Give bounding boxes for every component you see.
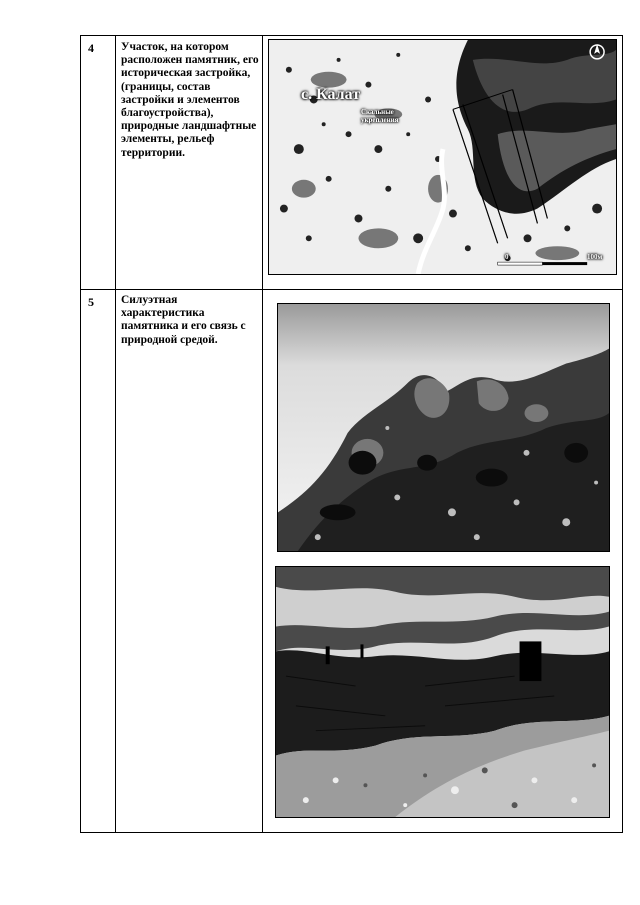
row-number-4: 4 — [88, 41, 94, 55]
row-description-5: Силуэтная характеристика памятника и его связь с природной средой. — [121, 294, 246, 346]
row-divider — [81, 289, 622, 290]
map-label-fortification: Скальные укрепления — [361, 108, 399, 124]
silhouette-photo-1 — [277, 303, 610, 552]
map-scale-zero: 0 — [505, 253, 509, 261]
column-divider-description — [262, 36, 263, 832]
silhouette-photo-2 — [275, 566, 610, 818]
map-scale-label: 100м — [587, 253, 603, 261]
map-label-village: с. Калат — [301, 86, 361, 103]
rocky-hill-photo-graphic — [278, 304, 609, 551]
site-map-image — [268, 39, 617, 275]
stone-ruins-photo-graphic — [276, 567, 609, 817]
site-map-graphic — [269, 40, 616, 274]
heritage-table — [80, 35, 623, 833]
row-description-4: Участок, на котором расположен памятник, его историческая застройка, (границы, состав застройки и элементов благоустройства), природные ландшафтные элементы, рельеф территории. — [121, 41, 259, 159]
row-number-5: 5 — [88, 295, 94, 309]
column-divider-number — [115, 36, 116, 832]
